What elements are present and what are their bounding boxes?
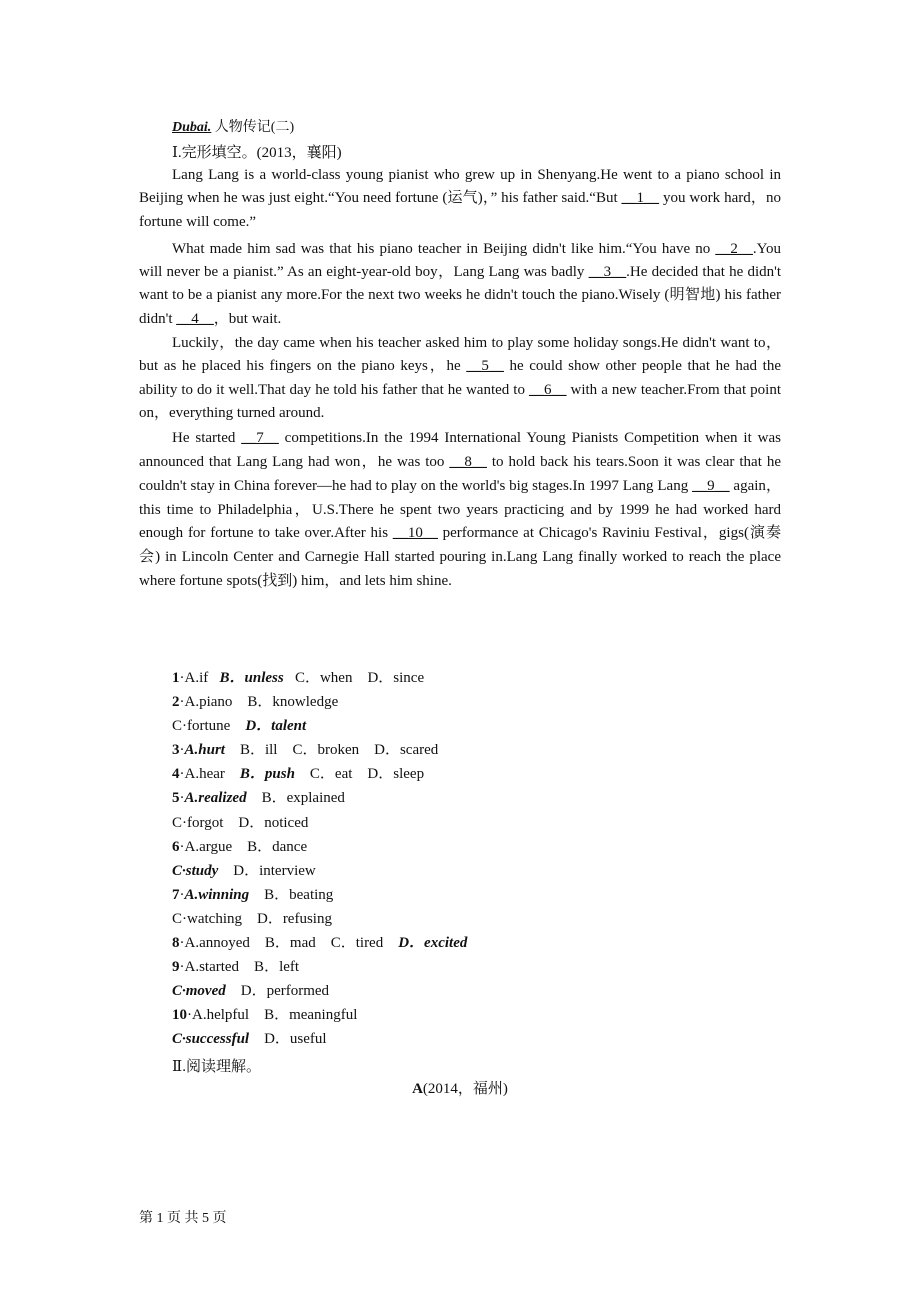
passage-paragraph-4 (139, 427, 781, 594)
question-number: 8 (172, 935, 180, 952)
option-line (172, 690, 467, 714)
option-text: B．beating (249, 886, 334, 903)
option-line (172, 979, 467, 1003)
cloze-blank: __10__ (392, 525, 438, 542)
section-2-title: Ⅱ.阅读理解。 (172, 1059, 261, 1075)
option-line (172, 738, 467, 762)
option-text: C·forgot D．noticed (172, 814, 309, 831)
subsection-letter: A (412, 1081, 423, 1097)
passage-text: .He decided that he didn't want to be a pianist any more.For the next two weeks he didn't touch the piano.Wisely (明智地) his father didn't (139, 264, 781, 327)
subsection-source: (2014，福州) (422, 1081, 508, 1097)
option-text: ·A.argue B．dance (179, 838, 308, 855)
option-text: ·A.helpful B．meaningful (187, 1007, 358, 1024)
cloze-blank: __7__ (241, 430, 279, 447)
option-text: · (179, 886, 185, 903)
cloze-blank: __5__ (466, 358, 504, 375)
passage-text: again，this time to Philadelphia，U.S.There he spent two years practicing and by 1999 he had worked hard enough for fortune to take over.After his (139, 477, 782, 542)
passage-text: Lang Lang is a world-class young pianist who grew up in Shenyang.He went to a piano school in Beijing when he was just eight.“You need fortune (运气)，” his father said.“But (139, 167, 781, 207)
heading-subtitle: 人物传记(二) (211, 120, 295, 135)
option-line (172, 835, 467, 859)
passage-paragraph-2 (139, 238, 781, 331)
passage-text: with a new teacher.From that point on，everything turned around. (139, 381, 781, 421)
option-line (172, 666, 467, 690)
cloze-blank: __1__ (621, 190, 660, 207)
passage-text: you work hard，no fortune will come.” (139, 190, 782, 230)
section-1-title: Ⅰ.完形填空。(2013，襄阳) (172, 145, 342, 161)
option-line (172, 955, 467, 979)
option-text: D．useful (249, 1031, 327, 1048)
option-line (172, 1003, 467, 1027)
heading-topic: Dubai. (172, 120, 212, 135)
option-text: D．interview (218, 862, 316, 879)
cloze-blank: __9__ (692, 477, 730, 494)
option-line (172, 714, 467, 738)
passage-paragraph-3 (139, 332, 781, 425)
option-text: ·A.annoyed B．mad C．tired (179, 935, 399, 952)
option-line (172, 1027, 467, 1051)
option-text: B．explained (246, 790, 345, 807)
option-text: D．performed (225, 983, 330, 1000)
passage-text: What made him sad was that his piano teacher in Beijing didn't like him.“You have no (172, 240, 716, 257)
question-number: 3 (172, 742, 180, 759)
passage-text: .You will never be a pianist.” As an eight-year-old boy，Lang Lang was badly (139, 240, 781, 281)
passage-paragraph-1 (139, 164, 781, 234)
option-text: C．eat D．sleep (294, 766, 425, 783)
cloze-passage (139, 164, 781, 594)
correct-answer: A.hurt (184, 742, 225, 759)
option-line (172, 883, 467, 907)
question-number: 5 (172, 790, 180, 807)
option-text: · (179, 742, 185, 759)
correct-answer: B．unless (219, 670, 284, 686)
question-number: 6 (172, 838, 180, 855)
passage-text: performance at Chicago's Raviniu Festival，gigs(演奏会) in Lincoln Center and Carnegie Hall started pouring in.Lang Lang finally worked to reach the place where fortune spots(找到) him，and lets him shine. (139, 525, 782, 590)
cloze-blank: __4__ (176, 310, 214, 327)
passage-text: competitions.In the 1994 International Young Pianists Competition when it was announced that Lang Lang had won，he was too (139, 430, 781, 471)
answer-options (172, 666, 467, 1052)
passage-text: Luckily，the day came when his teacher asked him to play some holiday songs.He didn't want to，but as he placed his fingers on the piano keys，he (139, 335, 781, 375)
correct-answer: A.winning (184, 886, 250, 903)
question-number: 1 (172, 670, 180, 686)
question-number: 7 (172, 886, 180, 903)
correct-answer: D．excited (398, 935, 468, 952)
correct-answer: D．talent (245, 718, 307, 735)
passage-text: he could show other people that he had the ability to do it well.That day he told his father that he wanted to (139, 358, 781, 398)
passage-text: ，but wait. (213, 310, 282, 327)
option-text: ·A.piano B．knowledge (179, 694, 339, 711)
option-line (172, 811, 467, 835)
option-text: · (179, 790, 185, 807)
correct-answer: C·successful (172, 1031, 250, 1048)
option-text: ·A.if (179, 670, 220, 686)
option-text: ·A.hear (179, 766, 240, 783)
option-line (172, 786, 467, 810)
question-number: 4 (172, 766, 180, 783)
document-heading (172, 116, 294, 136)
passage-text: to hold back his tears.Soon it was clear that he couldn't stay in China forever—he had to play on the world's big stages.In 1997 Lang Lang (139, 454, 782, 494)
cloze-blank: __8__ (449, 454, 487, 471)
option-text: C．when D．since (283, 670, 425, 686)
option-line (172, 859, 467, 883)
option-text: C·fortune (172, 718, 246, 735)
page-footer: 第 1 页 共 5 页 (139, 1211, 227, 1226)
passage-text: He started (172, 430, 242, 447)
option-line (172, 762, 467, 786)
question-number: 10 (172, 1007, 187, 1024)
subsection-a-title (0, 1077, 920, 1098)
cloze-blank: __3__ (588, 264, 627, 281)
correct-answer: A.realized (184, 790, 247, 807)
option-text: B．ill C．broken D．scared (224, 742, 439, 759)
correct-answer: B．push (239, 766, 295, 783)
correct-answer: C·study (172, 862, 219, 879)
option-line (172, 931, 467, 955)
question-number: 9 (172, 959, 180, 976)
cloze-blank: __6__ (528, 381, 567, 398)
option-line (172, 907, 467, 931)
option-text: ·A.started B．left (179, 959, 300, 976)
option-text: C·watching D．refusing (172, 910, 332, 927)
correct-answer: C·moved (172, 983, 226, 1000)
cloze-blank: __2__ (715, 240, 753, 257)
question-number: 2 (172, 694, 180, 711)
